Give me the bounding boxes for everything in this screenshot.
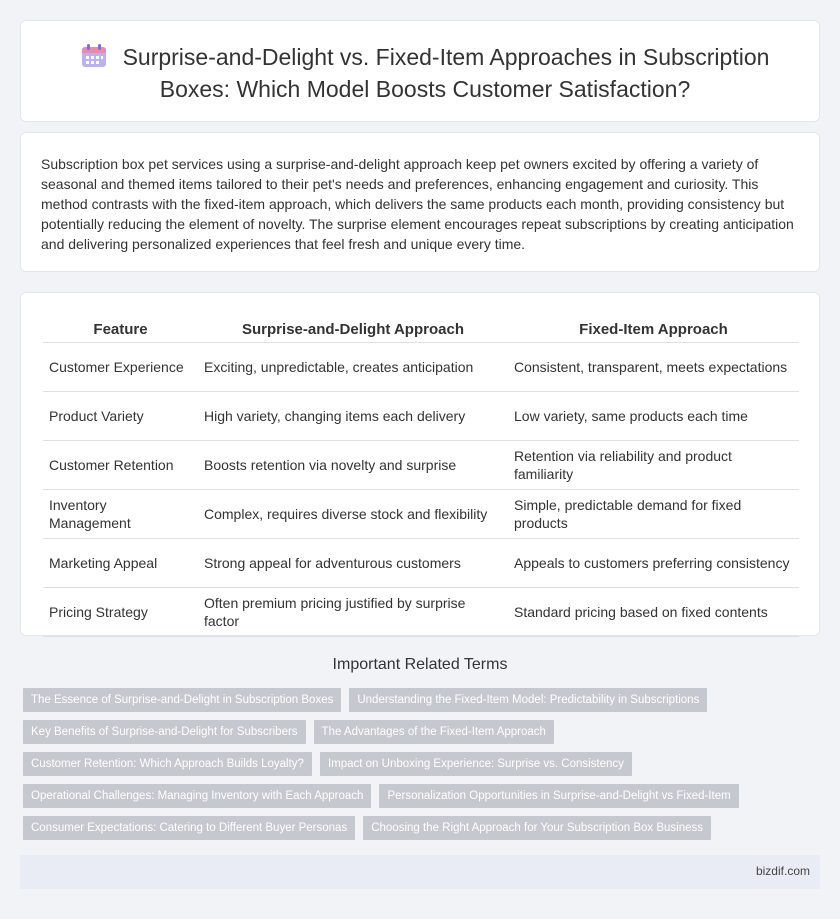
header-card	[20, 20, 820, 122]
table-cell: Marketing Appeal	[43, 539, 198, 588]
header-feature: Feature	[43, 315, 198, 343]
table-row	[43, 441, 799, 490]
related-term-tag[interactable]: Operational Challenges: Managing Inventory with Each Approach	[23, 784, 371, 808]
intro-paragraph: Subscription box pet services using a surprise-and-delight approach keep pet owners excited by offering a variety of seasonal and themed items tailored to their pet's needs and preferences, enhancing engagement and curiosity. This method contrasts with the fixed-item approach, which delivers the same products each month, providing consistency but potentially reducing the element of novelty. The surprise element encourages repeat subscriptions by creating anticipation and delivering personalized experiences that feel fresh and unique every time.	[41, 156, 794, 252]
table-cell: Standard pricing based on fixed contents	[508, 588, 799, 637]
table-cell: Pricing Strategy	[43, 588, 198, 637]
table-cell: Retention via reliability and product familiarity	[508, 441, 799, 490]
table-header-row	[43, 315, 799, 343]
related-term-tag[interactable]: The Advantages of the Fixed-Item Approach	[314, 720, 554, 744]
related-term-tag[interactable]: Customer Retention: Which Approach Builds Loyalty?	[23, 752, 312, 776]
related-terms-list	[23, 688, 803, 848]
table-cell: Appeals to customers preferring consistency	[508, 539, 799, 588]
table-cell: Customer Experience	[43, 343, 198, 392]
table-cell: Product Variety	[43, 392, 198, 441]
page-title	[61, 43, 789, 104]
comparison-table-card	[20, 292, 820, 636]
related-term-tag[interactable]: Consumer Expectations: Catering to Different Buyer Personas	[23, 816, 355, 840]
related-term-tag[interactable]: Key Benefits of Surprise-and-Delight for Subscribers	[23, 720, 306, 744]
title-text: Surprise-and-Delight vs. Fixed-Item Approaches in Subscription Boxes: Which Model Boosts Customer Satisfaction?	[122, 44, 770, 102]
table-row	[43, 490, 799, 539]
table-cell: Complex, requires diverse stock and flexibility	[198, 490, 508, 539]
table-cell: Strong appeal for adventurous customers	[198, 539, 508, 588]
related-term-tag[interactable]: Impact on Unboxing Experience: Surprise vs. Consistency	[320, 752, 632, 776]
table-cell: Simple, predictable demand for fixed products	[508, 490, 799, 539]
table-cell: Consistent, transparent, meets expectations	[508, 343, 799, 392]
table-cell: Often premium pricing justified by surprise factor	[198, 588, 508, 637]
related-term-tag[interactable]: The Essence of Surprise-and-Delight in Subscription Boxes	[23, 688, 341, 712]
table-row	[43, 539, 799, 588]
table-row	[43, 343, 799, 392]
table-row	[43, 588, 799, 637]
related-term-tag[interactable]: Understanding the Fixed-Item Model: Predictability in Subscriptions	[349, 688, 707, 712]
related-term-tag[interactable]: Personalization Opportunities in Surprise-and-Delight vs Fixed-Item	[379, 784, 738, 808]
intro-card	[20, 132, 820, 272]
table-cell: Customer Retention	[43, 441, 198, 490]
table-cell: Inventory Management	[43, 490, 198, 539]
table-cell: Boosts retention via novelty and surprise	[198, 441, 508, 490]
related-term-tag[interactable]: Choosing the Right Approach for Your Subscription Box Business	[363, 816, 711, 840]
footer-brand[interactable]: bizdif.com	[755, 864, 810, 878]
footer	[20, 855, 820, 889]
header-surprise: Surprise-and-Delight Approach	[198, 315, 508, 343]
table-cell: Exciting, unpredictable, creates anticipation	[198, 343, 508, 392]
table-row	[43, 392, 799, 441]
header-fixed: Fixed-Item Approach	[508, 315, 799, 343]
comparison-table	[43, 315, 799, 637]
table-cell: High variety, changing items each delivery	[198, 392, 508, 441]
calendar-icon	[81, 44, 107, 75]
table-cell: Low variety, same products each time	[508, 392, 799, 441]
related-terms-title: Important Related Terms	[332, 656, 508, 673]
